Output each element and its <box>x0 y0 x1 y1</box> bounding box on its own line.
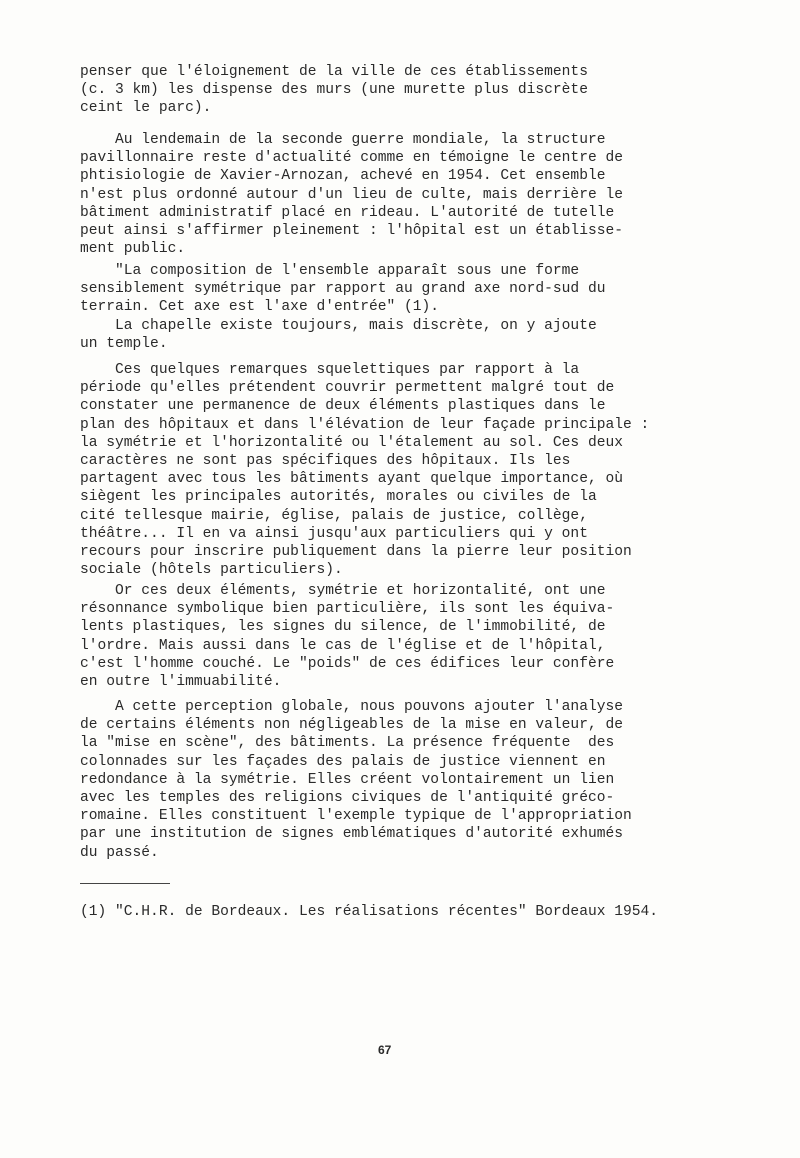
paragraph-5 <box>80 582 640 691</box>
text-line: constater une permanence de deux éléments plastiques dans le <box>80 398 606 415</box>
text-line: (c. 3 km) les dispense des murs (une murette plus discrète <box>80 82 588 99</box>
text-line: terrain. Cet axe est l'axe d'entrée" (1). <box>80 299 440 316</box>
text-line: Au lendemain de la seconde guerre mondiale, la structure <box>80 132 606 148</box>
paragraph-4 <box>80 361 650 579</box>
text-line: en outre l'immuabilité. <box>80 673 282 690</box>
text-line: colonnades sur les façades des palais de justice viennent en <box>80 753 606 770</box>
text-line: de certains éléments non négligeables de la mise en valeur, de <box>80 717 623 734</box>
text-line: n'est plus ordonné autour d'un lieu de culte, mais derrière le <box>80 186 623 203</box>
text-line: bâtiment administratif placé en rideau. L'autorité de tutelle <box>80 204 615 221</box>
text-line: siègent les principales autorités, morales ou civiles de la <box>80 489 597 506</box>
text-line: la "mise en scène", des bâtiments. La présence fréquente des <box>80 735 615 752</box>
text-line: théâtre... Il en va ainsi jusqu'aux particuliers qui y ont <box>80 525 588 542</box>
text-line: sociale (hôtels particuliers). <box>80 562 343 579</box>
paragraph-1 <box>80 63 640 118</box>
text-line: pavillonnaire reste d'actualité comme en témoigne le centre de <box>80 150 623 167</box>
text-line: avec les temples des religions civiques de l'antiquité gréco- <box>80 789 615 806</box>
text-line: caractères ne sont pas spécifiques des hôpitaux. Ils les <box>80 452 571 469</box>
text-line: sensiblement symétrique par rapport au grand axe nord-sud du <box>80 281 606 298</box>
text-line: c'est l'homme couché. Le "poids" de ces édifices leur confère <box>80 655 615 672</box>
text-line: redondance à la symétrie. Elles créent volontairement un lien <box>80 771 615 788</box>
page-number: 67 <box>378 1043 392 1057</box>
text-line: romaine. Elles constituent l'exemple typique de l'appropriation <box>80 808 632 825</box>
text-line: résonnance symbolique bien particulière, ils sont les équiva- <box>80 601 615 618</box>
paragraph-3 <box>80 262 640 353</box>
text-line: période qu'elles prétendent couvrir permettent malgré tout de <box>80 380 615 397</box>
text-line: peut ainsi s'affirmer pleinement : l'hôpital est un établisse- <box>80 222 623 239</box>
text-line: du passé. <box>80 844 159 861</box>
text-line: cité tellesque mairie, église, palais de justice, collège, <box>80 507 588 524</box>
text-line: ment public. <box>80 241 186 258</box>
text-line: penser que l'éloignement de la ville de ces établissements <box>80 64 588 80</box>
text-line: l'ordre. Mais aussi dans le cas de l'église et de l'hôpital, <box>80 637 606 654</box>
paragraph-6 <box>80 698 640 862</box>
text-line: un temple. <box>80 335 168 352</box>
footnote: (1) "C.H.R. de Bordeaux. Les réalisations récentes" Bordeaux 1954. <box>80 904 659 920</box>
text-line: partagent avec tous les bâtiments ayant quelque importance, où <box>80 471 623 488</box>
text-line: Ces quelques remarques squelettiques par rapport à la <box>80 362 580 378</box>
text-line: recours pour inscrire publiquement dans la pierre leur position <box>80 543 632 560</box>
text-line: "La composition de l'ensemble apparaît sous une forme <box>80 263 580 279</box>
text-line: Or ces deux éléments, symétrie et horizontalité, ont une <box>80 583 606 599</box>
paragraph-2 <box>80 131 640 258</box>
footnote-divider <box>80 883 170 884</box>
text-line: phtisiologie de Xavier-Arnozan, achevé en 1954. Cet ensemble <box>80 168 606 185</box>
text-line: ceint le parc). <box>80 100 212 117</box>
text-line: la symétrie et l'horizontalité ou l'étalement au sol. Ces deux <box>80 434 623 451</box>
text-line: lents plastiques, les signes du silence, de l'immobilité, de <box>80 619 606 636</box>
text-line: A cette perception globale, nous pouvons ajouter l'analyse <box>80 699 623 715</box>
text-line: par une institution de signes emblématiques d'autorité exhumés <box>80 826 623 843</box>
text-line: La chapelle existe toujours, mais discrète, on y ajoute <box>80 317 597 334</box>
text-line: plan des hôpitaux et dans l'élévation de leur façade principale : <box>80 416 650 433</box>
